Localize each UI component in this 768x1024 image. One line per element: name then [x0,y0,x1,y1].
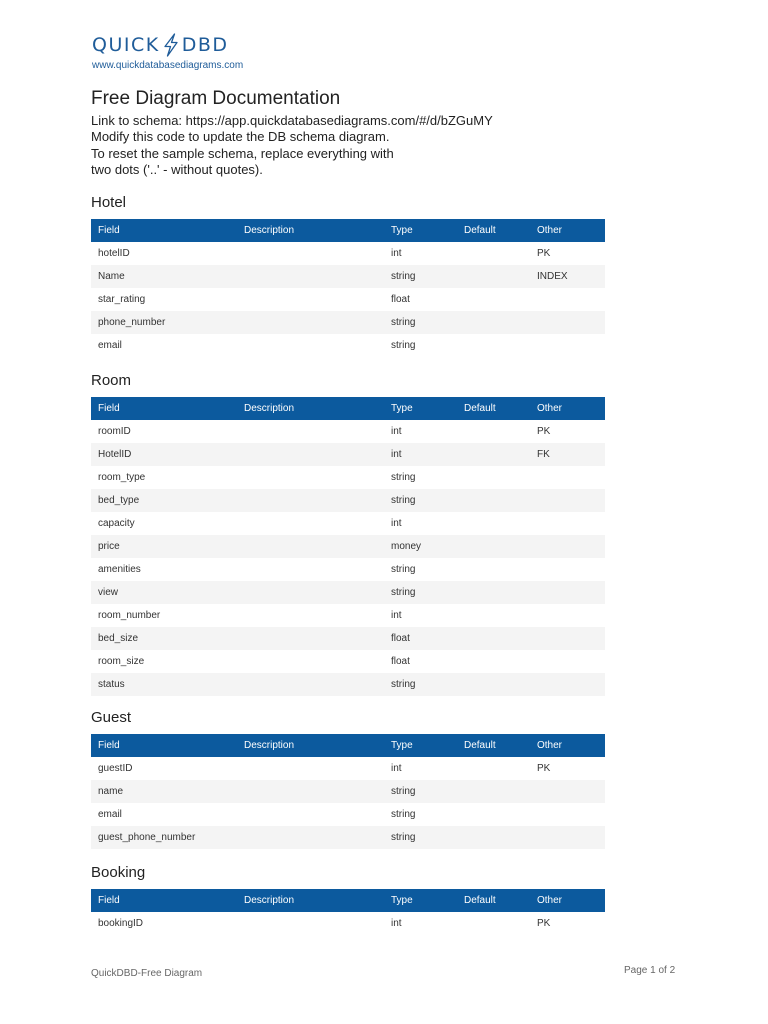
cell-default [457,604,530,627]
cell-type: float [391,294,410,305]
cell-other [530,627,605,650]
table-row [91,627,605,650]
footer-page-number: Page 1 of 2 [624,965,676,976]
cell-type: int [391,918,402,929]
cell-type: int [391,426,402,437]
cell-field: Name [91,265,237,288]
cell-other [530,288,605,311]
intro-paragraph [91,113,493,178]
cell-default [457,311,530,334]
cell-other [530,334,605,357]
cell-type: float [384,627,457,650]
table-hotel [91,219,605,357]
table-row [91,757,605,780]
footer-doc-name: QuickDBD-Free Diagram [91,968,203,979]
cell-description [237,757,384,780]
column-header-other: Other [530,734,605,757]
cell-description [237,489,384,512]
cell-default [457,242,530,265]
cell-other [530,581,605,604]
cell-field: name [91,780,237,803]
cell-default [457,512,530,535]
column-header-default: Default [457,219,530,242]
table-row [91,265,605,288]
cell-other [530,826,605,849]
cell-other [530,558,605,581]
cell-other [530,803,605,826]
cell-default [457,443,530,466]
cell-description [237,420,384,443]
table-row [91,780,605,803]
column-header-field: Field [91,734,237,757]
cell-description [237,673,384,696]
intro-line: two dots ('..' - without quotes). [91,161,263,177]
cell-default [457,650,530,673]
cell-other [530,466,605,489]
table-row [91,650,605,673]
column-header-field: Field [91,219,237,242]
table-row [91,334,605,357]
table-header-row [91,734,605,757]
cell-type: money [384,535,457,558]
column-header-other: Other [530,219,605,242]
cell-other: PK [537,918,551,929]
cell-description [237,311,384,334]
column-header-description: Description [237,889,384,912]
cell-description [237,443,384,466]
cell-description [237,780,384,803]
cell-type: string [391,809,416,820]
cell-field: bed_size [91,627,237,650]
cell-field: capacity [98,518,135,529]
column-header-other: Other [530,397,605,420]
cell-other: PK [537,426,551,437]
cell-type: string [384,489,457,512]
cell-field: bed_type [91,489,237,512]
cell-description [237,242,384,265]
cell-description [237,912,384,935]
column-header-field: Field [91,889,237,912]
table-row [91,912,605,935]
column-header-type: Type [384,889,457,912]
cell-field: HotelID [91,443,237,466]
table-title-booking: Booking [91,864,146,881]
column-header-description: Description [237,734,384,757]
column-header-field: Field [91,397,237,420]
column-header-default: Default [457,734,530,757]
table-row [91,288,605,311]
cell-other: INDEX [530,265,605,288]
cell-type: string [384,673,457,696]
table-row [91,311,605,334]
cell-description [237,558,384,581]
cell-type: string [384,780,457,803]
cell-type: string [384,826,457,849]
website-link[interactable]: www.quickdatabasediagrams.com [92,60,244,71]
table-row [91,803,605,826]
cell-field: price [91,535,237,558]
intro-line: To reset the sample schema, replace everything with [91,145,394,161]
cell-type: int [391,248,402,259]
cell-description [237,334,384,357]
quickdbd-logo [92,32,229,58]
table-row [91,581,605,604]
cell-field: email [98,340,122,351]
cell-description [237,581,384,604]
table-row [91,558,605,581]
cell-type: int [391,763,402,774]
cell-description [237,803,384,826]
table-guest [91,734,605,849]
cell-description [237,466,384,489]
cell-description [237,604,384,627]
cell-other [530,650,605,673]
cell-default [457,673,530,696]
cell-field: star_rating [98,294,146,305]
cell-type: string [384,581,457,604]
cell-type: int [391,610,402,621]
cell-description [237,826,384,849]
cell-other [530,604,605,627]
column-header-description: Description [237,397,384,420]
cell-type: int [391,518,402,529]
cell-description [237,627,384,650]
cell-default [457,420,530,443]
cell-field: room_type [98,472,146,483]
table-row [91,420,605,443]
cell-default [457,265,530,288]
cell-type: int [384,443,457,466]
column-header-default: Default [457,889,530,912]
document-title: Free Diagram Documentation [91,88,341,109]
cell-description [237,288,384,311]
cell-type: string [391,472,416,483]
column-header-type: Type [384,219,457,242]
cell-default [457,334,530,357]
cell-other [530,535,605,558]
logo-text-dbd: DBD [181,34,229,56]
intro-line: Link to schema: https://app.quickdatabasediagrams.com/#/d/bZGuMY [91,113,493,128]
table-room [91,397,605,696]
cell-field: room_number [98,610,161,621]
cell-default [457,780,530,803]
cell-default [457,466,530,489]
cell-field: amenities [98,564,141,575]
cell-other: PK [537,763,551,774]
table-header-row [91,219,605,242]
column-header-description: Description [237,219,384,242]
table-row [91,466,605,489]
cell-description [237,512,384,535]
cell-default [457,288,530,311]
column-header-type: Type [384,397,457,420]
table-title-room: Room [91,372,132,389]
cell-default [457,803,530,826]
table-header-row [91,889,605,912]
table-booking [91,889,605,935]
table-row [91,512,605,535]
cell-default [457,826,530,849]
cell-type: string [391,564,416,575]
table-header-row [91,397,605,420]
cell-other [530,489,605,512]
cell-other [530,311,605,334]
cell-other [530,512,605,535]
cell-other: FK [530,443,605,466]
table-row [91,489,605,512]
cell-other: PK [537,248,551,259]
table-row [91,604,605,627]
cell-field: room_size [98,656,145,667]
cell-description [237,535,384,558]
cell-description [237,265,384,288]
cell-type: string [384,311,457,334]
table-row [91,826,605,849]
cell-description [237,650,384,673]
lightning-bolt-icon [162,33,180,57]
table-title-hotel: Hotel [91,194,127,211]
cell-type: string [391,340,416,351]
cell-field: phone_number [91,311,237,334]
cell-field: guest_phone_number [91,826,237,849]
table-row [91,242,605,265]
cell-default [457,489,530,512]
cell-default [457,535,530,558]
intro-line: Modify this code to update the DB schema diagram. [91,129,390,145]
cell-default [457,757,530,780]
cell-field: hotelID [98,248,130,259]
table-title-guest: Guest [91,709,132,726]
table-row [91,443,605,466]
cell-type: string [384,265,457,288]
table-row [91,673,605,696]
cell-field: bookingID [98,918,144,929]
cell-field: email [98,809,122,820]
cell-field: view [91,581,237,604]
cell-other [530,673,605,696]
logo-text-quick: QUICK [92,34,160,56]
cell-type: float [391,656,410,667]
table-row [91,535,605,558]
cell-other [530,780,605,803]
column-header-default: Default [457,397,530,420]
cell-default [457,627,530,650]
column-header-type: Type [384,734,457,757]
cell-field: status [91,673,237,696]
column-header-other: Other [530,889,605,912]
cell-field: guestID [98,763,133,774]
cell-field: roomID [98,426,131,437]
cell-default [457,912,530,935]
cell-default [457,558,530,581]
cell-default [457,581,530,604]
